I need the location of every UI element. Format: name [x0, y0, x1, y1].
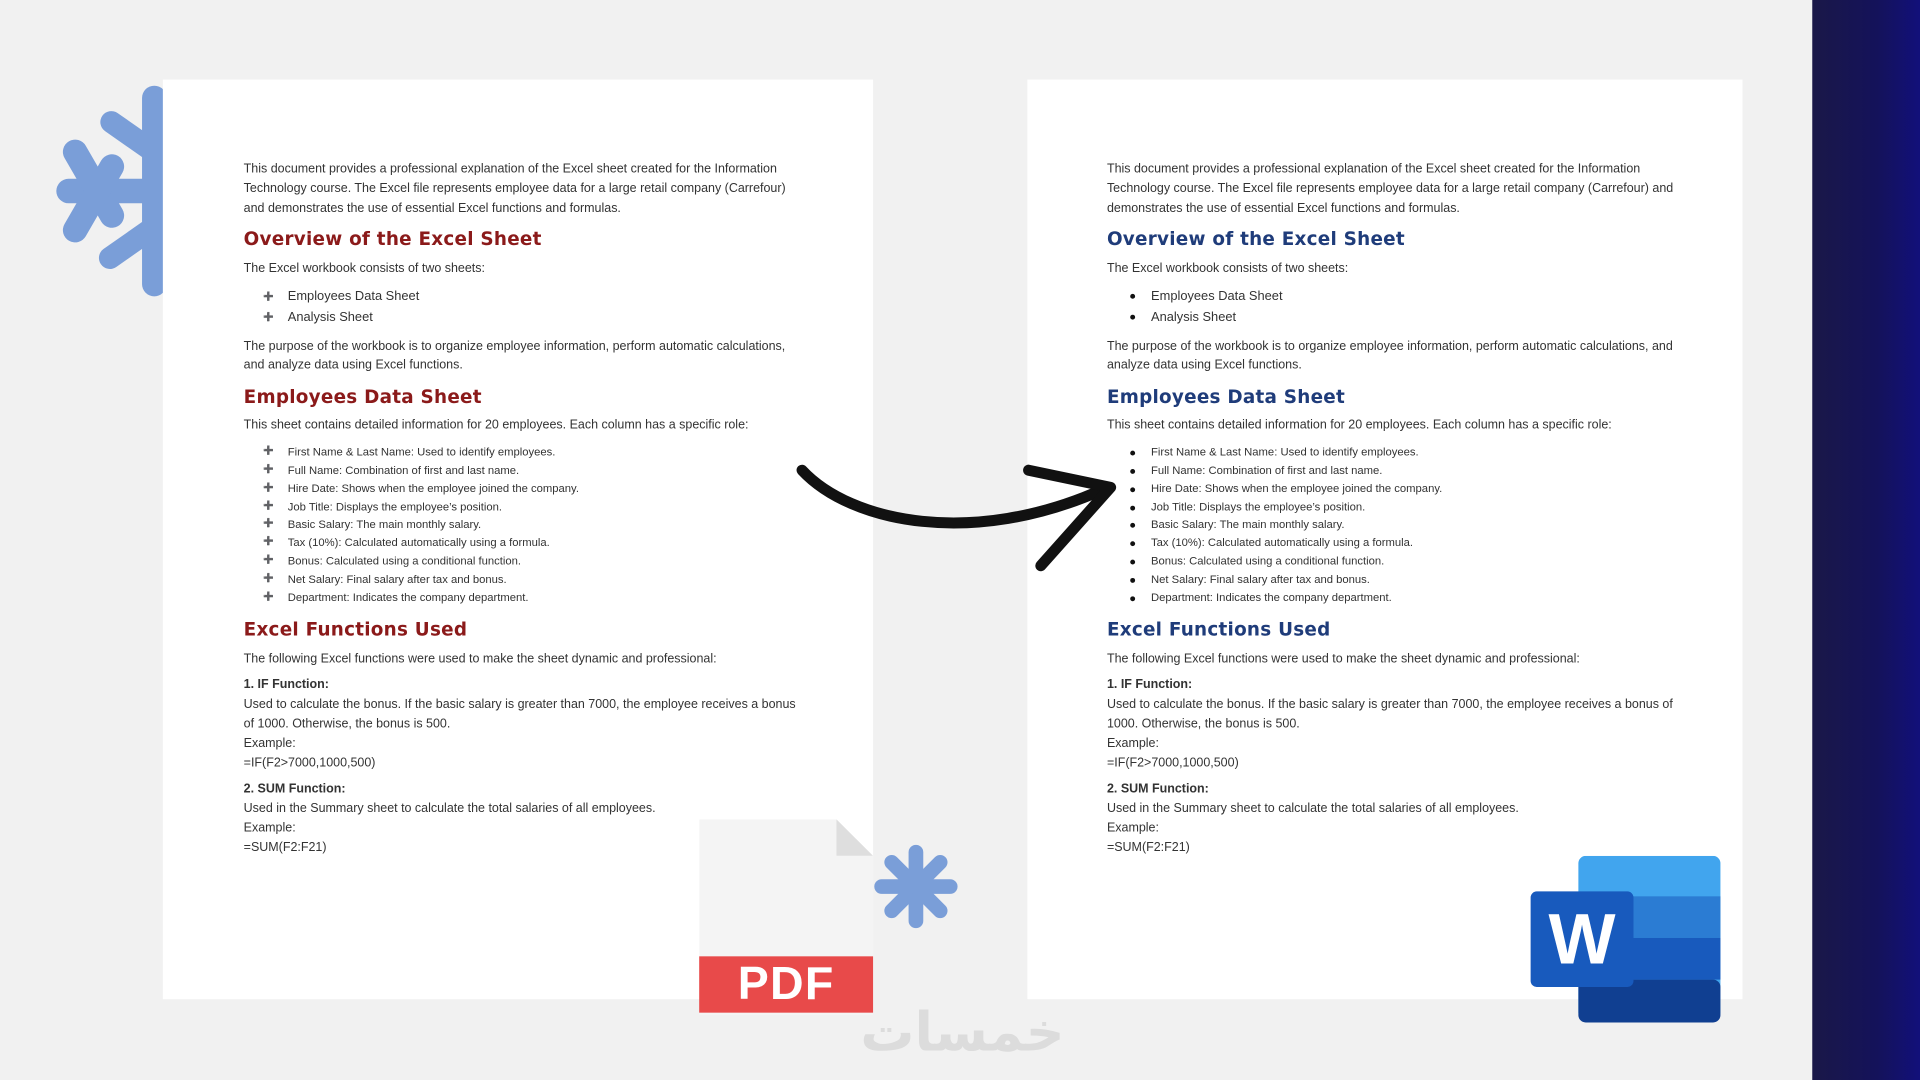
list-item: First Name & Last Name: Used to identify employees. [1127, 443, 1683, 461]
list-item: Net Salary: Final salary after tax and bonus. [1127, 570, 1683, 588]
right-gradient-band [1812, 0, 1920, 1080]
functions-text: The following Excel functions were used to make the sheet dynamic and professional: [243, 652, 717, 666]
sheets-list [1107, 286, 1683, 328]
sum-function-description: Used in the Summary sheet to calculate the total salaries of all employees. [243, 802, 656, 816]
word-letter: W [1548, 900, 1616, 980]
overview-text: The Excel workbook consists of two sheets: [243, 261, 485, 276]
if-formula: =IF(F2>7000,1000,500) [1106, 756, 1239, 770]
list-item: Tax (10%): Calculated automatically using a formula. [1127, 534, 1683, 552]
purpose-paragraph: The purpose of the workbook is to organize employee information, perform automatic calculations, and analyze data using Excel functions. [243, 339, 786, 373]
list-item: ➕ Tax (10%): Calculated automatically using a formula. [263, 534, 807, 552]
list-item: Department: Indicates the company department. [1127, 588, 1683, 606]
if-function-description: Used to calculate the bonus. If the basic salary is greater than 7000, the employee receives a bonus of 1000. Otherwise, the bonus is 500. [243, 698, 796, 732]
employees-text: This sheet contains detailed information for 20 employees. Each column has a specific role: [243, 419, 749, 433]
list-item: Bonus: Calculated using a conditional function. [1127, 552, 1683, 570]
microsoft-word-icon [1528, 856, 1724, 1023]
columns-list [1107, 443, 1683, 606]
if-function-title: 1. IF Function: [243, 678, 329, 693]
sheets-list [244, 286, 807, 328]
sum-function-description: Used in the Summary sheet to calculate the total salaries of all employees. [1106, 802, 1519, 816]
employees-text: This sheet contains detailed information for 20 employees. Each column has a specific role: [1106, 419, 1612, 433]
list-item: Analysis Sheet [1127, 307, 1683, 328]
list-item: Employees Data Sheet [1127, 286, 1683, 307]
example-label: Example: [243, 736, 296, 751]
pdf-fold-corner [836, 819, 873, 856]
sum-formula: =SUM(F2:F21) [243, 841, 327, 855]
overview-heading: Overview of the Excel Sheet [243, 228, 542, 251]
list-item: ➕ Department: Indicates the company department. [263, 588, 807, 606]
khamsat-watermark: خمسات [860, 1001, 1065, 1065]
employees-heading: Employees Data Sheet [1106, 385, 1346, 408]
intro-paragraph: This document provides a professional explanation of the Excel sheet created for the Information Technology course. The Excel file represents employee data for a large retail company (Carrefour) and demonstrates the use of essential Excel functions and formulas. [243, 162, 786, 216]
small-asterisk-icon [872, 842, 960, 930]
sum-function-title: 2. SUM Function: [243, 783, 346, 797]
intro-paragraph: This document provides a professional explanation of the Excel sheet created for the Information Technology course. The Excel file represents employee data for a large retail company (Carrefour) and demonstrates the use of essential Excel functions and formulas. [1106, 162, 1674, 216]
functions-heading: Excel Functions Used [243, 618, 468, 641]
columns-list [244, 443, 807, 606]
list-item: ➕ Hire Date: Shows when the employee joined the company. [263, 480, 807, 498]
example-label: Example: [1106, 821, 1159, 836]
sum-function-title: 2. SUM Function: [1106, 783, 1209, 797]
employees-heading: Employees Data Sheet [243, 385, 482, 408]
purpose-paragraph: The purpose of the workbook is to organize employee information, perform automatic calculations, and analyze data using Excel functions. [1106, 339, 1673, 373]
if-function-description: Used to calculate the bonus. If the basic salary is greater than 7000, the employee receives a bonus of 1000. Otherwise, the bonus is 500. [1106, 698, 1673, 732]
example-label: Example: [1106, 736, 1159, 751]
list-item: Hire Date: Shows when the employee joined the company. [1127, 480, 1683, 498]
list-item: Job Title: Displays the employee’s position. [1127, 498, 1683, 516]
overview-heading: Overview of the Excel Sheet [1106, 228, 1405, 251]
list-item: ➕ Full Name: Combination of first and last name. [263, 462, 807, 480]
conversion-arrow-icon [790, 456, 1133, 591]
asterisk-decoration-icon [44, 81, 166, 301]
pdf-file-icon [699, 819, 873, 1015]
list-item: ➕ Net Salary: Final salary after tax and bonus. [263, 570, 807, 588]
functions-text: The following Excel functions were used to make the sheet dynamic and professional: [1106, 652, 1580, 666]
pdf-document-body [244, 160, 807, 858]
list-item: ➕ Bonus: Calculated using a conditional function. [263, 552, 807, 570]
list-item: Full Name: Combination of first and last name. [1127, 462, 1683, 480]
list-item: ➕ Employees Data Sheet [263, 286, 807, 307]
functions-heading: Excel Functions Used [1106, 618, 1331, 641]
list-item: Basic Salary: The main monthly salary. [1127, 516, 1683, 534]
list-item: ➕ Job Title: Displays the employee’s position. [263, 498, 807, 516]
list-item: ➕ Basic Salary: The main monthly salary. [263, 516, 807, 534]
list-item: ➕ First Name & Last Name: Used to identify employees. [263, 443, 807, 461]
if-formula: =IF(F2>7000,1000,500) [243, 756, 376, 770]
word-document-body [1107, 160, 1683, 858]
sum-formula: =SUM(F2:F21) [1106, 841, 1190, 855]
pdf-label: PDF [699, 956, 873, 1012]
if-function-title: 1. IF Function: [1106, 678, 1193, 693]
list-item: ➕ Analysis Sheet [263, 307, 807, 328]
overview-text: The Excel workbook consists of two sheets: [1106, 261, 1349, 276]
example-label: Example: [243, 821, 296, 836]
